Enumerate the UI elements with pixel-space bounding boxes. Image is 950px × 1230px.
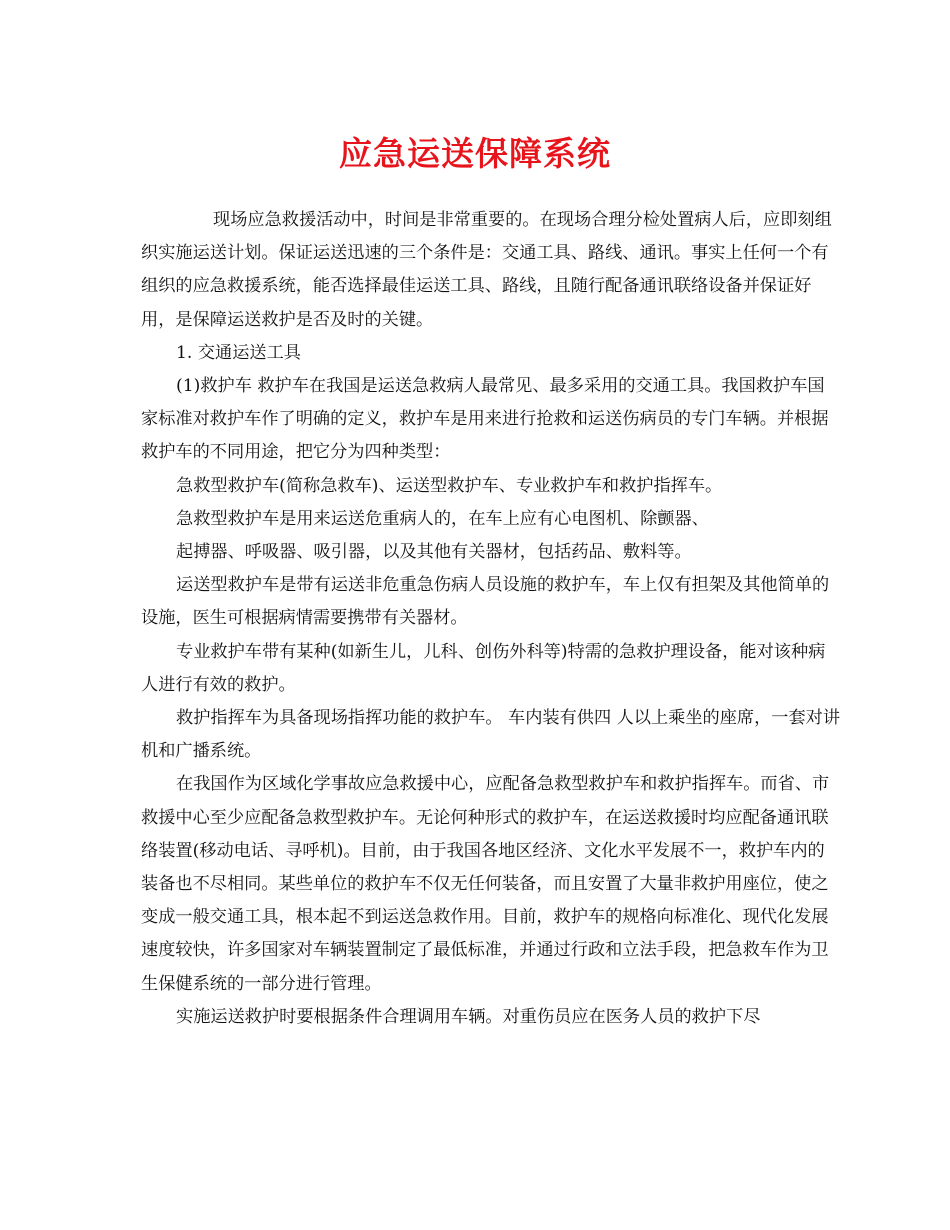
paragraph-vehicle-dispatch: 实施运送救护时要根据条件合理调用车辆。对重伤员应在医务人员的救护下尽: [176, 1006, 761, 1027]
paragraph-special-ambulance: 专业救护车带有某种(如新生儿，儿科、创伤外科等)特需的急救护理设备，能对该种病人进行有效的救护。: [141, 641, 826, 695]
section-heading-transport-tools: 1. 交通运送工具: [176, 342, 301, 363]
paragraph-intro: 现场应急救援活动中，时间是非常重要的。在现场合理分检处置病人后，应即刻组织实施运送计划。保证运送迅速的三个条件是：交通工具、路线、通讯。事实上任何一个有组织的应急救援系统，能否选择最佳运送工具、路线，且随行配备通讯联络设备并保证好用，是保障运送救护是否及时的关键。: [141, 210, 832, 330]
paragraph-ambulance-types: 急救型救护车(简称急救车)、运送型救护车、专业救护车和救护指挥车。: [176, 475, 723, 496]
paragraph-regional-center: 在我国作为区域化学事故应急救援中心，应配备急救型救护车和救护指挥车。而省、市救援中心至少应配备急救型救护车。无论何种形式的救护车，在运送救援时均应配备通讯联络装置(移动电话、寻呼机)。目前，由于我国各地区经济、文化水平发展不一，救护车内的装备也不尽相同。某些单位的救护车不仅无任何装备，而且安置了大量非救护用座位，使之变成一般交通工具，根本起不到运送急救作用。目前，救护车的规格向标准化、现代化发展速度较快，许多国家对车辆装置制定了最低标准，并通过行政和立法手段，把急救车作为卫生保健系统的一部分进行管理。: [141, 774, 830, 994]
document-title: 应急运送保障系统: [339, 134, 611, 173]
paragraph-emergency-equipment: 起搏器、呼吸器、吸引器，以及其他有关器材，包括药品、敷料等。: [176, 542, 692, 563]
paragraph-emergency-ambulance: 急救型救护车是用来运送危重病人的，在车上应有心电图机、除颤器、: [176, 508, 709, 529]
paragraph-transport-ambulance: 运送型救护车是带有运送非危重急伤病人员设施的救护车，车上仅有担架及其他简单的设施，医生可根据病情需要携带有关器材。: [141, 575, 830, 629]
paragraph-command-ambulance: 救护指挥车为具备现场指挥功能的救护车。 车内装有供四 人以上乘坐的座席，一套对讲机和广播系统。: [141, 708, 841, 762]
document-body: [141, 204, 841, 1034]
paragraph-ambulance: (1)救护车 救护车在我国是运送急救病人最常见、最多采用的交通工具。我国救护车国家标准对救护车作了明确的定义，救护车是用来进行抢救和运送伤病员的专门车辆。并根据救护车的不同用途，把它分为四种类型：: [141, 376, 829, 463]
